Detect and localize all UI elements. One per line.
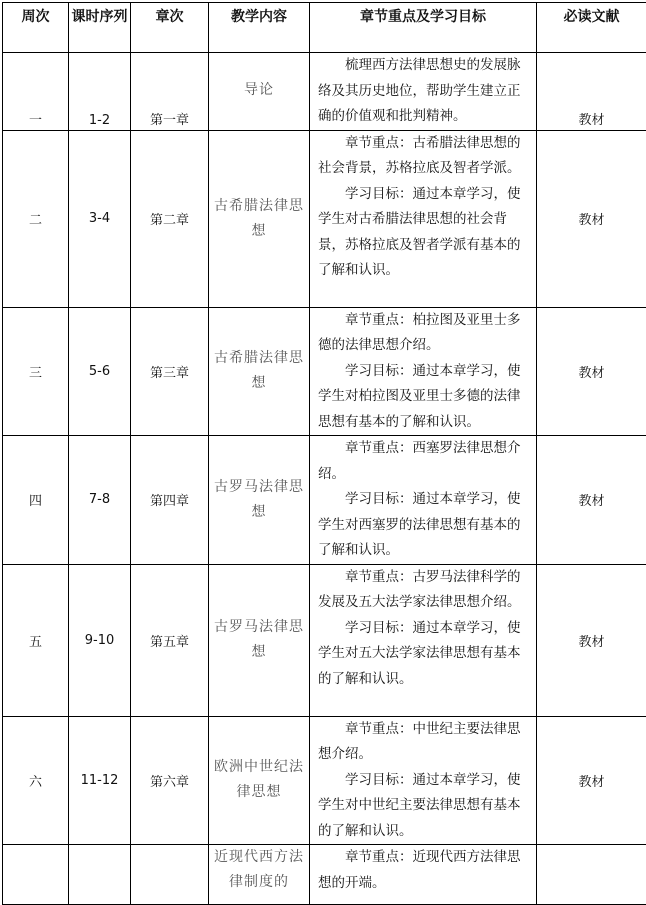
table-row — [3, 130, 646, 307]
key-points: 章节重点：中世纪主要法律思想介绍。 — [318, 717, 530, 768]
header-goals: 章节重点及学习目标 — [310, 3, 537, 53]
content-cell: 欧洲中世纪法律思想 — [209, 716, 310, 845]
period-cell: 5-6 — [69, 307, 131, 436]
content-cell: 古罗马法律思想 — [209, 564, 310, 716]
table-row — [3, 564, 646, 716]
goals-cell — [310, 130, 537, 307]
reading-cell: 教材 — [537, 130, 646, 307]
goals-cell — [310, 845, 537, 905]
reading-cell: 教材 — [537, 716, 646, 845]
learning-goals: 学习目标：通过本章学习，使学生对中世纪主要法律思想有基本的了解和认识。 — [318, 768, 530, 845]
week-cell: 二 — [3, 130, 69, 307]
table-row — [3, 53, 646, 131]
key-points: 章节重点：西塞罗法律思想介绍。 — [318, 436, 530, 487]
table-row — [3, 845, 646, 905]
goals-cell — [310, 53, 537, 131]
content-cell: 古希腊法律思想 — [209, 130, 310, 307]
reading-cell: 教材 — [537, 436, 646, 565]
goal-paragraph: 梳理西方法律思想史的发展脉络及其历史地位，帮助学生建立正确的价值观和批判精神。 — [318, 53, 530, 130]
period-cell: 9-10 — [69, 564, 131, 716]
learning-goals: 学习目标：通过本章学习，使学生对古希腊法律思想的社会背景，苏格拉底及智者学派有基本的了解和认识。 — [318, 182, 530, 284]
table-row — [3, 716, 646, 845]
chapter-cell: 第二章 — [131, 130, 209, 307]
key-points: 章节重点：近现代西方法律思想的开端。 — [318, 845, 530, 896]
reading-cell: 教材 — [537, 53, 646, 131]
header-content: 教学内容 — [209, 3, 310, 53]
period-cell — [69, 845, 131, 905]
period-cell: 7-8 — [69, 436, 131, 565]
reading-cell: 教材 — [537, 307, 646, 436]
header-period: 课时序列 — [69, 3, 131, 53]
content-cell: 导论 — [209, 53, 310, 131]
header-week: 周次 — [3, 3, 69, 53]
content-cell: 近现代西方法律制度的 — [209, 845, 310, 905]
reading-cell — [537, 845, 646, 905]
content-cell: 古希腊法律思想 — [209, 307, 310, 436]
chapter-cell: 第一章 — [131, 53, 209, 131]
week-cell: 六 — [3, 716, 69, 845]
week-cell: 三 — [3, 307, 69, 436]
learning-goals: 学习目标：通过本章学习，使学生对五大法学家法律思想有基本的了解和认识。 — [318, 616, 530, 693]
table-row — [3, 307, 646, 436]
header-row — [3, 3, 646, 53]
learning-goals: 学习目标：通过本章学习，使学生对柏拉图及亚里士多德的法律思想有基本的了解和认识。 — [318, 359, 530, 436]
period-cell: 1-2 — [69, 53, 131, 131]
goals-cell — [310, 716, 537, 845]
header-chapter: 章次 — [131, 3, 209, 53]
chapter-cell: 第三章 — [131, 307, 209, 436]
week-cell — [3, 845, 69, 905]
chapter-cell: 第四章 — [131, 436, 209, 565]
syllabus-table — [2, 2, 646, 905]
key-points: 章节重点：柏拉图及亚里士多德的法律思想介绍。 — [318, 308, 530, 359]
learning-goals: 学习目标：通过本章学习，使学生对西塞罗的法律思想有基本的了解和认识。 — [318, 487, 530, 564]
key-points: 章节重点：古希腊法律思想的社会背景，苏格拉底及智者学派。 — [318, 131, 530, 182]
period-cell: 11-12 — [69, 716, 131, 845]
chapter-cell: 第六章 — [131, 716, 209, 845]
week-cell: 一 — [3, 53, 69, 131]
period-cell: 3-4 — [69, 130, 131, 307]
reading-cell: 教材 — [537, 564, 646, 716]
week-cell: 五 — [3, 564, 69, 716]
week-cell: 四 — [3, 436, 69, 565]
key-points: 章节重点：古罗马法律科学的发展及五大法学家法律思想介绍。 — [318, 565, 530, 616]
chapter-cell: 第五章 — [131, 564, 209, 716]
content-cell: 古罗马法律思想 — [209, 436, 310, 565]
goals-cell — [310, 564, 537, 716]
goals-cell — [310, 436, 537, 565]
chapter-cell — [131, 845, 209, 905]
goals-cell — [310, 307, 537, 436]
table-row — [3, 436, 646, 565]
header-reading: 必读文献 — [537, 3, 646, 53]
